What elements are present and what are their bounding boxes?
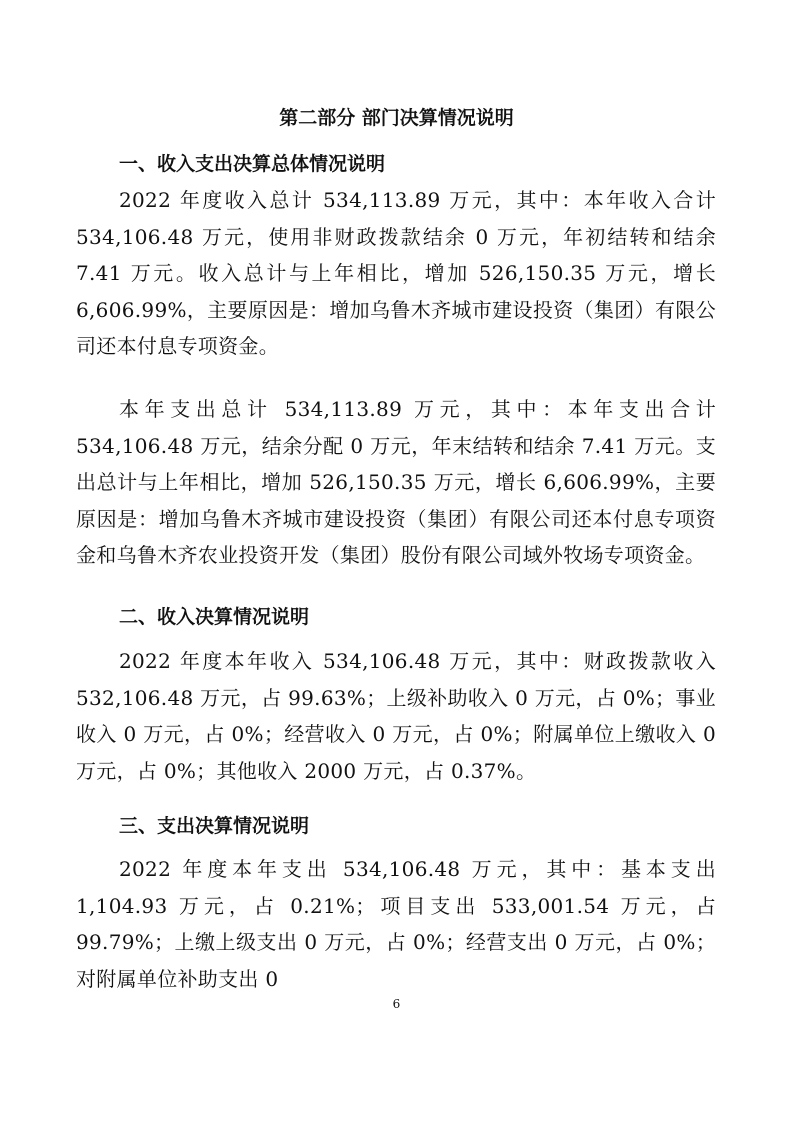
section-heading-income: 二、收入决算情况说明 xyxy=(119,606,310,628)
paragraph-expense-detail: 2022 年度本年支出 534,106.48 万元，其中：基本支出 1,104.93 万元，占 0.21%；项目支出 533,001.54 万元，占 99.79%；上缴上级支出 0 万元，占 0%；经营支出 0 万元，占 0%；对附属单位补助支出 0 xyxy=(76,857,716,991)
section-heading-expense: 三、支出决算情况说明 xyxy=(119,815,310,837)
paragraph-income-overall: 2022 年度收入总计 534,113.89 万元，其中：本年收入合计 534,106.48 万元，使用非财政拨款结余 0 万元，年初结转和结余 7.41 万元。收入总计与上年相比，增加 526,150.35 万元，增长 6,606.99%，主要原因是：增加乌鲁木齐城市建设投资（集团）有限公司还本付息专项资金。 xyxy=(76,188,716,358)
page-number: 6 xyxy=(392,997,401,1011)
paragraph-income-detail: 2022 年度本年收入 534,106.48 万元，其中：财政拨款收入 532,106.48 万元，占 99.63%；上级补助收入 0 万元，占 0%；事业收入 0 万元，占 0%；经营收入 0 万元，占 0%；附属单位上缴收入 0 万元，占 0%；其他收入 2000 万元，占 0.37%。 xyxy=(76,649,716,783)
page-title: 第二部分 部门决算情况说明 xyxy=(279,107,514,129)
section-heading-overall: 一、收入支出决算总体情况说明 xyxy=(119,153,386,175)
paragraph-expense-overall: 本年支出总计 534,113.89 万元，其中：本年支出合计 534,106.48 万元，结余分配 0 万元，年末结转和结余 7.41 万元。支出总计与上年相比，增加 526,150.35 万元，增长 6,606.99%，主要原因是：增加乌鲁木齐城市建设投资（集团）有限公司还本付息专项资金和乌鲁木齐农业投资开发（集团）股份有限公司域外牧场专项资金。 xyxy=(76,397,716,567)
